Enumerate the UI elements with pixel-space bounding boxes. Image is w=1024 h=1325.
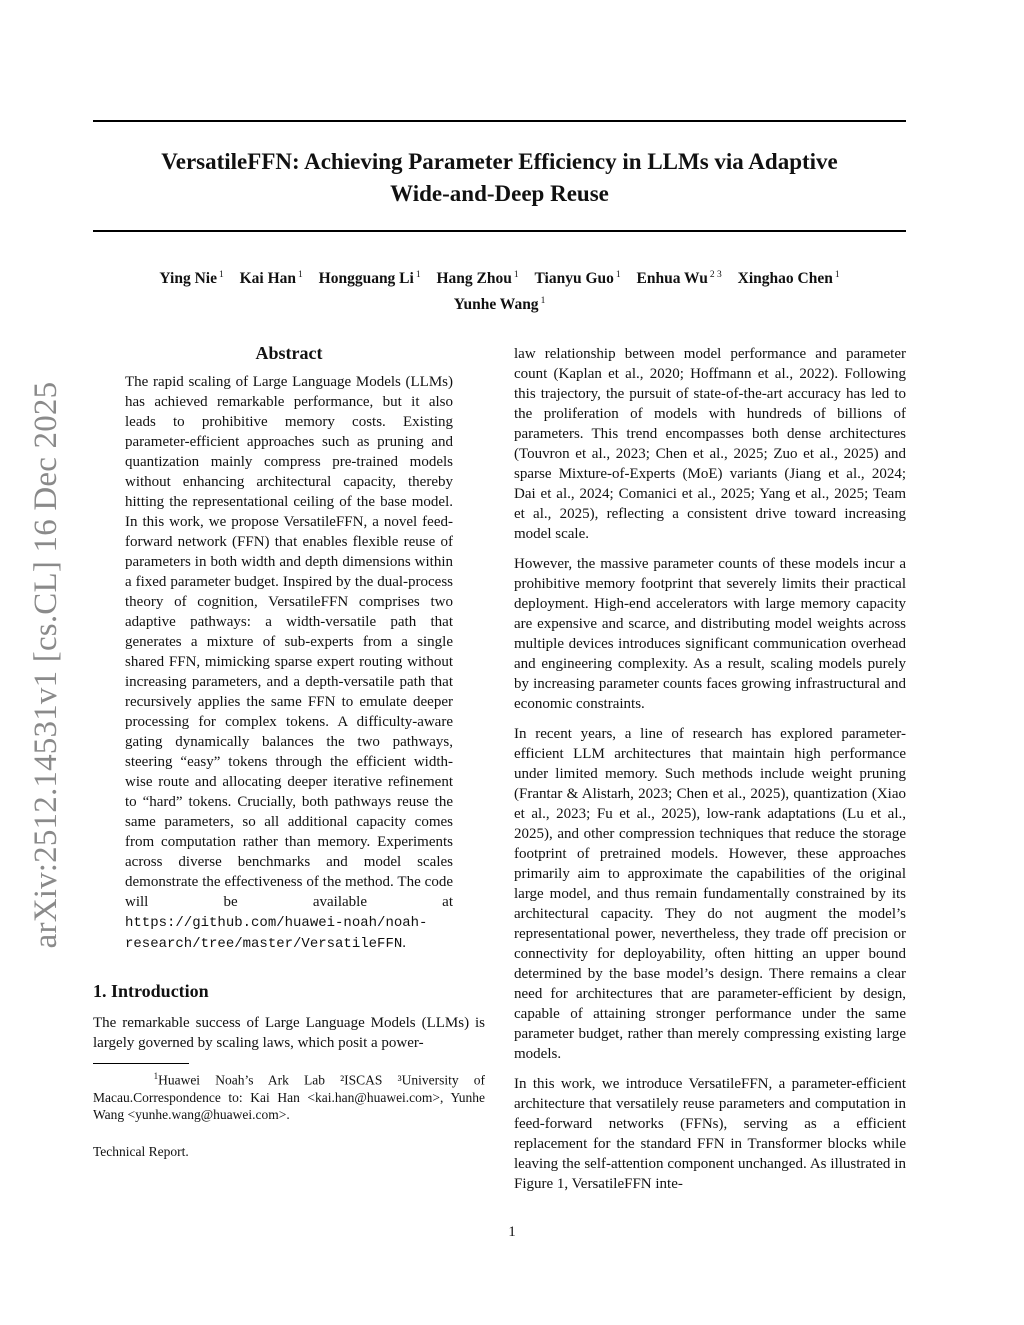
author: Xinghao Chen $^1$	[737, 270, 840, 288]
arxiv-stamp: arXiv:2512.14531v1 [cs.CL] 16 Dec 2025	[28, 381, 64, 949]
abstract-text	[125, 372, 453, 954]
abstract-end: .	[402, 935, 406, 951]
affiliation-footnote	[93, 1068, 485, 1123]
author: Tianyu Guo $^1$	[534, 270, 621, 288]
right-column	[514, 344, 906, 1204]
code-link[interactable]: https://github.com/huawei-noah/noah-research/tree/master/VersatileFFN	[125, 915, 428, 952]
paper-title	[93, 146, 906, 210]
footnote-rule	[93, 1063, 189, 1064]
author: Ying Nie $^1$	[159, 270, 224, 288]
abstract-heading: Abstract	[255, 343, 323, 363]
footnote-text: Huawei Noah’s Ark Lab ²ISCAS ³University of Macau.Correspondence to: Kai Han <kai.han@huawei.com>, Yunhe Wang <yunhe.wang@huawei.com>.	[93, 1072, 485, 1122]
introduction-heading: 1. Introduction	[93, 981, 209, 1001]
title-rule-top	[93, 120, 906, 122]
intro-paragraph-1-start: The remarkable success of Large Language Models (LLMs) is largely governed by scaling laws, which posit a power-	[93, 1015, 485, 1051]
footnote-marker: 1	[153, 1071, 159, 1081]
left-column	[93, 340, 485, 1160]
intro-paragraph-4: In this work, we introduce VersatileFFN, a parameter-efficient architecture that versatilely reuse parameters and computation in feed-forward networks (FFNs), serving as a efficient replacement for the standard FFN in Transformer blocks while leaving the self-attention component unchanged. As illustrated in Figure 1, VersatileFFN inte-	[514, 1076, 906, 1192]
intro-paragraph-2: However, the massive parameter counts of these models incur a prohibitive memory footprint that severely limits their practical deployment. High-end accelerators with large memory capacity are expensive and scarce, and distributing model weights across multiple devices introduces significant communication overhead and engineering complexity. As a result, scaling models purely by increasing parameter counts faces growing infrastructural and economic constraints.	[514, 556, 906, 712]
technical-report-note: Technical Report.	[93, 1143, 189, 1159]
author: Yunhe Wang $^1$	[453, 296, 546, 314]
author: Enhua Wu $^{2 3}$	[636, 270, 722, 288]
intro-paragraph-1-cont: law relationship between model performance and parameter count (Kaplan et al., 2020; Hoffmann et al., 2022). Following this trajectory, the pursuit of state-of-the-art accuracy has led to the proliferation of models with hundreds of billions of parameters. This trend encompasses both dense architectures (Touvron et al., 2023; Chen et al., 2025; Zuo et al., 2025) and sparse Mixture-of-Experts (MoE) variants (Jiang et al., 2024; Dai et al., 2024; Comanici et al., 2025; Yang et al., 2025; Team et al., 2025), reflecting a consistent drive toward increasing model scale.	[514, 346, 906, 542]
abstract-body: The rapid scaling of Large Language Models (LLMs) has achieved remarkable performance, but it also leads to prohibitive memory costs. Existing parameter-efficient approaches such as pruning and quantization mainly compress pre-trained models without enhancing architectural capacity, thereby hitting the representational ceiling of the base model. In this work, we propose VersatileFFN, a novel feed-forward network (FFN) that enables flexible reuse of parameters in both width and depth dimensions within a fixed parameter budget. Inspired by the dual-process theory of cognition, VersatileFFN comprises two adaptive pathways: a width-versatile path that generates a mixture of sub-experts from a single shared FFN, mimicking sparse expert routing without increasing parameters, and a depth-versatile path that recursively applies the same FFN to emulate deeper processing for complex tokens. A difficulty-aware gating dynamically balances the two pathways, steering “easy” tokens through the efficient width-wise route and allocating deeper iterative refinement to “hard” tokens. Crucially, both pathways reuse the same parameters, so all additional capacity comes from computation rather than memory. Experiments across diverse benchmarks and model scales demonstrate the effectiveness of the method. The code will be available at	[125, 374, 453, 910]
title-line-1: VersatileFFN: Achieving Parameter Efficiency in LLMs via Adaptive	[161, 149, 838, 174]
title-rule-bottom	[93, 230, 906, 232]
title-line-2: Wide-and-Deep Reuse	[390, 181, 609, 206]
intro-paragraph-3: In recent years, a line of research has explored parameter-efficient LLM architectures that maintain high performance under limited memory. Such methods include weight pruning (Frantar & Alistarh, 2023; Chen et al., 2025), quantization (Xiao et al., 2023; Fu et al., 2025), low-rank adaptations (Lu et al., 2025), and other compression techniques that reduce the storage footprint of pretrained models. However, these approaches primarily aim to approximate the capabilities of the original large model, and thus remain fundamentally constrained by its architectural capacity. They do not augment the model’s representational power, nevertheless, they trade off precision or connectivity for deployability, often hitting an upper bound determined by the base model’s design. There remains a clear need for architectures that are parameter-efficient by design, capable of attaining stronger performance under the same parameter budget, rather than merely compressing existing large models.	[514, 726, 906, 1062]
author-list	[93, 264, 906, 316]
page-number: 1	[508, 1224, 516, 1240]
author: Hang Zhou $^1$	[436, 270, 519, 288]
author: Kai Han $^1$	[239, 270, 303, 288]
author: Hongguang Li $^1$	[318, 270, 421, 288]
